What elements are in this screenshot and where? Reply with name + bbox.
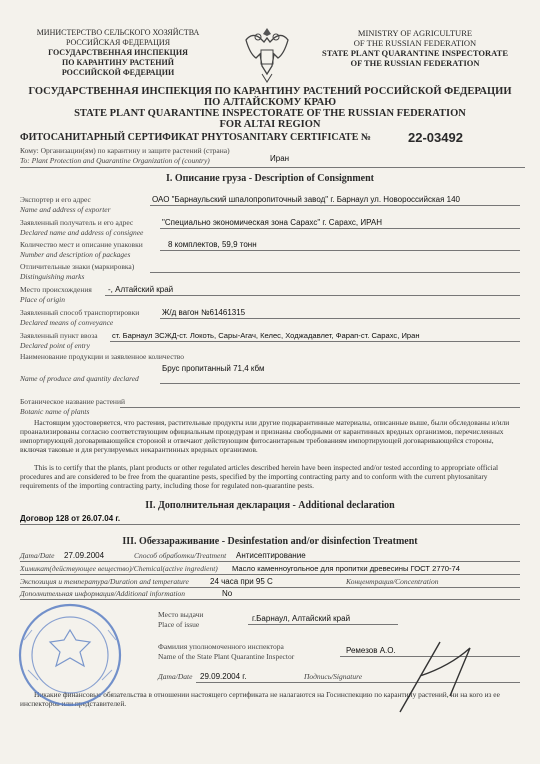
treatment-method-label: Способ обработки/Treatment xyxy=(134,551,227,560)
field-label-ru: Наименование продукции и заявленное количество xyxy=(20,352,185,361)
section-2-title: II. Дополнительная декларация - Additional declaration xyxy=(145,500,395,511)
treatment-date-label: Дата/Date xyxy=(20,551,55,560)
produce-value: Брус пропитанный 71,4 кбм xyxy=(162,364,265,373)
field-line xyxy=(160,250,520,251)
field-label-ru: Место происхождения xyxy=(20,285,92,294)
to-label-en: To: Plant Protection and Quarantine Organization of (country) xyxy=(20,156,210,165)
header-right-line: OF THE RUSSIAN FEDERATION xyxy=(350,58,480,68)
field-label-en: Declared point of entry xyxy=(20,341,90,350)
field-label-en: Botanic name of plants xyxy=(20,407,90,416)
issue-date-label: Дата/Date xyxy=(158,672,193,681)
header-left-line: ПО КАРАНТИНУ РАСТЕНИЙ xyxy=(62,58,174,67)
divider xyxy=(20,167,525,168)
chemical-label: Химикат(действующее вещество)/Chemical(active ingredient) xyxy=(20,564,218,573)
consignee-value: "Специально экономическая зона Сарахс" г. Сарахс, ИРАН xyxy=(162,218,383,227)
treatment-date-value: 27.09.2004 xyxy=(64,551,105,560)
title-en-region: FOR ALTAI REGION xyxy=(219,119,321,130)
header-left-line: МИНИСТЕРСТВО СЕЛЬСКОГО ХОЗЯЙСТВА xyxy=(36,28,200,37)
field-line xyxy=(160,383,520,384)
field-label-ru: Количество мест и описание упаковки xyxy=(20,240,143,249)
field-label-ru: Ботаническое название растений xyxy=(20,397,125,406)
certification-text-ru: Настоящим удостоверяется, что растения, растительные продукты или другие подкарантинные материалы, описанные выше, были обследованы и/или проанализированы согласно соответствующим официальным процедурам и признаны свободными от карантинных вредных организмов, перечисленных импортирующей договаривающейся стороной и отвечают действующим фитосанитарным требованиям импортирующей договаривающейся стороны, включая таковые и для регулируемых некарантинных вредных организмов. xyxy=(20,418,510,454)
field-label-en: Name and address of exporter xyxy=(20,205,111,214)
exporter-value: ОАО "Барнаульский шпалопропиточный завод" г. Барнаул ул. Новороссийская 140 xyxy=(152,195,460,204)
field-label-en: Distinguishing marks xyxy=(20,272,85,281)
header-right xyxy=(300,28,530,68)
header-left-line: РОССИЙСКАЯ ФЕДЕРАЦИЯ xyxy=(65,38,171,47)
title-ru-region: ПО АЛТАЙСКОМУ КРАЮ xyxy=(203,97,337,108)
field-label-en: Declared name and address of consignee xyxy=(20,228,144,237)
field-line xyxy=(110,341,520,342)
place-of-issue-label-ru: Место выдачи xyxy=(158,610,204,619)
field-line xyxy=(105,295,520,296)
header-right-line: OF THE RUSSIAN FEDERATION xyxy=(353,38,477,48)
section-1-title: I. Описание груза - Description of Consignment xyxy=(166,173,374,184)
title-en: STATE PLANT QUARANTINE INSPECTORATE OF THE RUSSIAN FEDERATION xyxy=(74,108,466,119)
divider xyxy=(20,524,520,525)
field-label-en: Name of produce and quantity declared xyxy=(20,374,139,383)
place-of-issue-value: г.Барнаул, Алтайский край xyxy=(252,614,351,623)
certificate-number: 22-03492 xyxy=(408,130,463,145)
additional-info-value: No xyxy=(222,589,233,598)
duration-label: Экспозиция и температура/Duration and temperature xyxy=(20,577,189,586)
inspector-label-en: Name of the State Plant Quarantine Inspector xyxy=(158,652,295,661)
field-label-ru: Заявленный способ транспортировки xyxy=(20,308,140,317)
conveyance-value: Ж/д вагон №61461315 xyxy=(162,308,246,317)
field-label-ru: Экспортер и его адрес xyxy=(20,195,91,204)
official-stamp xyxy=(10,600,130,710)
field-line xyxy=(150,272,520,273)
additional-declaration-value: Договор 128 от 26.07.04 г. xyxy=(20,514,121,523)
entry-point-value: ст. Барнаул ЗСЖД-ст. Локоть, Сары-Агач, Келес, Ходжадавлет, Фарап-ст. Сарахс, Иран xyxy=(112,331,420,340)
header-right-line: MINISTRY OF AGRICULTURE xyxy=(357,28,473,38)
inspector-label-ru: Фамилия уполномоченного инспектора xyxy=(158,642,284,651)
packages-value: 8 комплектов, 59,9 тонн xyxy=(168,240,257,249)
coat-of-arms-icon xyxy=(238,24,296,86)
title-ru: ГОСУДАРСТВЕННАЯ ИНСПЕКЦИЯ ПО КАРАНТИНУ РАСТЕНИЙ РОССИЙСКОЙ ФЕДЕРАЦИИ xyxy=(28,86,512,97)
field-label-en: Declared means of conveyance xyxy=(20,318,114,327)
field-label-ru: Отличительные знаки (маркировка) xyxy=(20,262,135,271)
inspector-name-value: Ремезов А.О. xyxy=(346,646,396,655)
certification-text-en: This is to certify that the plants, plant products or other regulated articles described herein have been inspected and/or tested according to appropriate official procedures and are considered to be free from the quarantine pests, specified by the importing contracting party and to conform with the current phytosanitary requirements of the importing contracting party, including those for regulated non-quarantine pests. xyxy=(20,463,499,490)
field-line xyxy=(160,228,520,229)
header-right-line: STATE PLANT QUARANTINE INSPECTORATE xyxy=(321,48,509,58)
place-of-issue-label-en: Place of issue xyxy=(158,620,200,629)
field-label-ru: Заявленный получатель и его адрес xyxy=(20,218,134,227)
field-label-ru: Заявленный пункт ввоза xyxy=(20,331,98,340)
signature-label: Подпись/Signature xyxy=(304,672,363,681)
to-country-value: Иран xyxy=(270,154,290,163)
field-line xyxy=(20,561,520,562)
certificate-label: ФИТОСАНИТАРНЫЙ СЕРТИФИКАТ PHYTOSANITARY CERTIFICATE № xyxy=(20,132,371,143)
field-line xyxy=(20,574,520,575)
field-line xyxy=(150,205,520,206)
to-label-ru: Кому: Организации(ям) по карантину и защите растений (страна) xyxy=(20,146,230,155)
footer-disclaimer: Никакие финансовые обязательства в отношении настоящего сертификата не налагаются на Госинспекцию по карантину растений, ни на кого из ее инспекторов или представителей. xyxy=(20,690,500,708)
field-line xyxy=(120,407,520,408)
duration-value: 24 часа при 95 С xyxy=(210,577,273,586)
header-left-line: ГОСУДАРСТВЕННАЯ ИНСПЕКЦИЯ xyxy=(48,48,188,57)
field-label-en: Place of origin xyxy=(20,295,65,304)
header-left-line: РОССИЙСКОЙ ФЕДЕРАЦИИ xyxy=(61,68,175,77)
issue-date-value: 29.09.2004 г. xyxy=(200,672,247,681)
field-line xyxy=(248,624,398,625)
field-line xyxy=(160,318,520,319)
chemical-value: Масло каменноугольное для пропитки древесины ГОСТ 2770-74 xyxy=(232,564,460,573)
concentration-label: Концентрация/Concentration xyxy=(346,577,439,586)
field-line xyxy=(20,587,520,588)
header-left xyxy=(18,28,218,78)
treatment-method-value: Антисептирование xyxy=(236,551,306,560)
origin-value: -, Алтайский край xyxy=(108,285,174,294)
additional-info-label: Дополнительная информация/Additional information xyxy=(20,589,186,598)
section-3-title: III. Обеззараживание - Desinfestation and/or disinfection Treatment xyxy=(122,536,418,547)
field-label-en: Number and description of packages xyxy=(20,250,131,259)
